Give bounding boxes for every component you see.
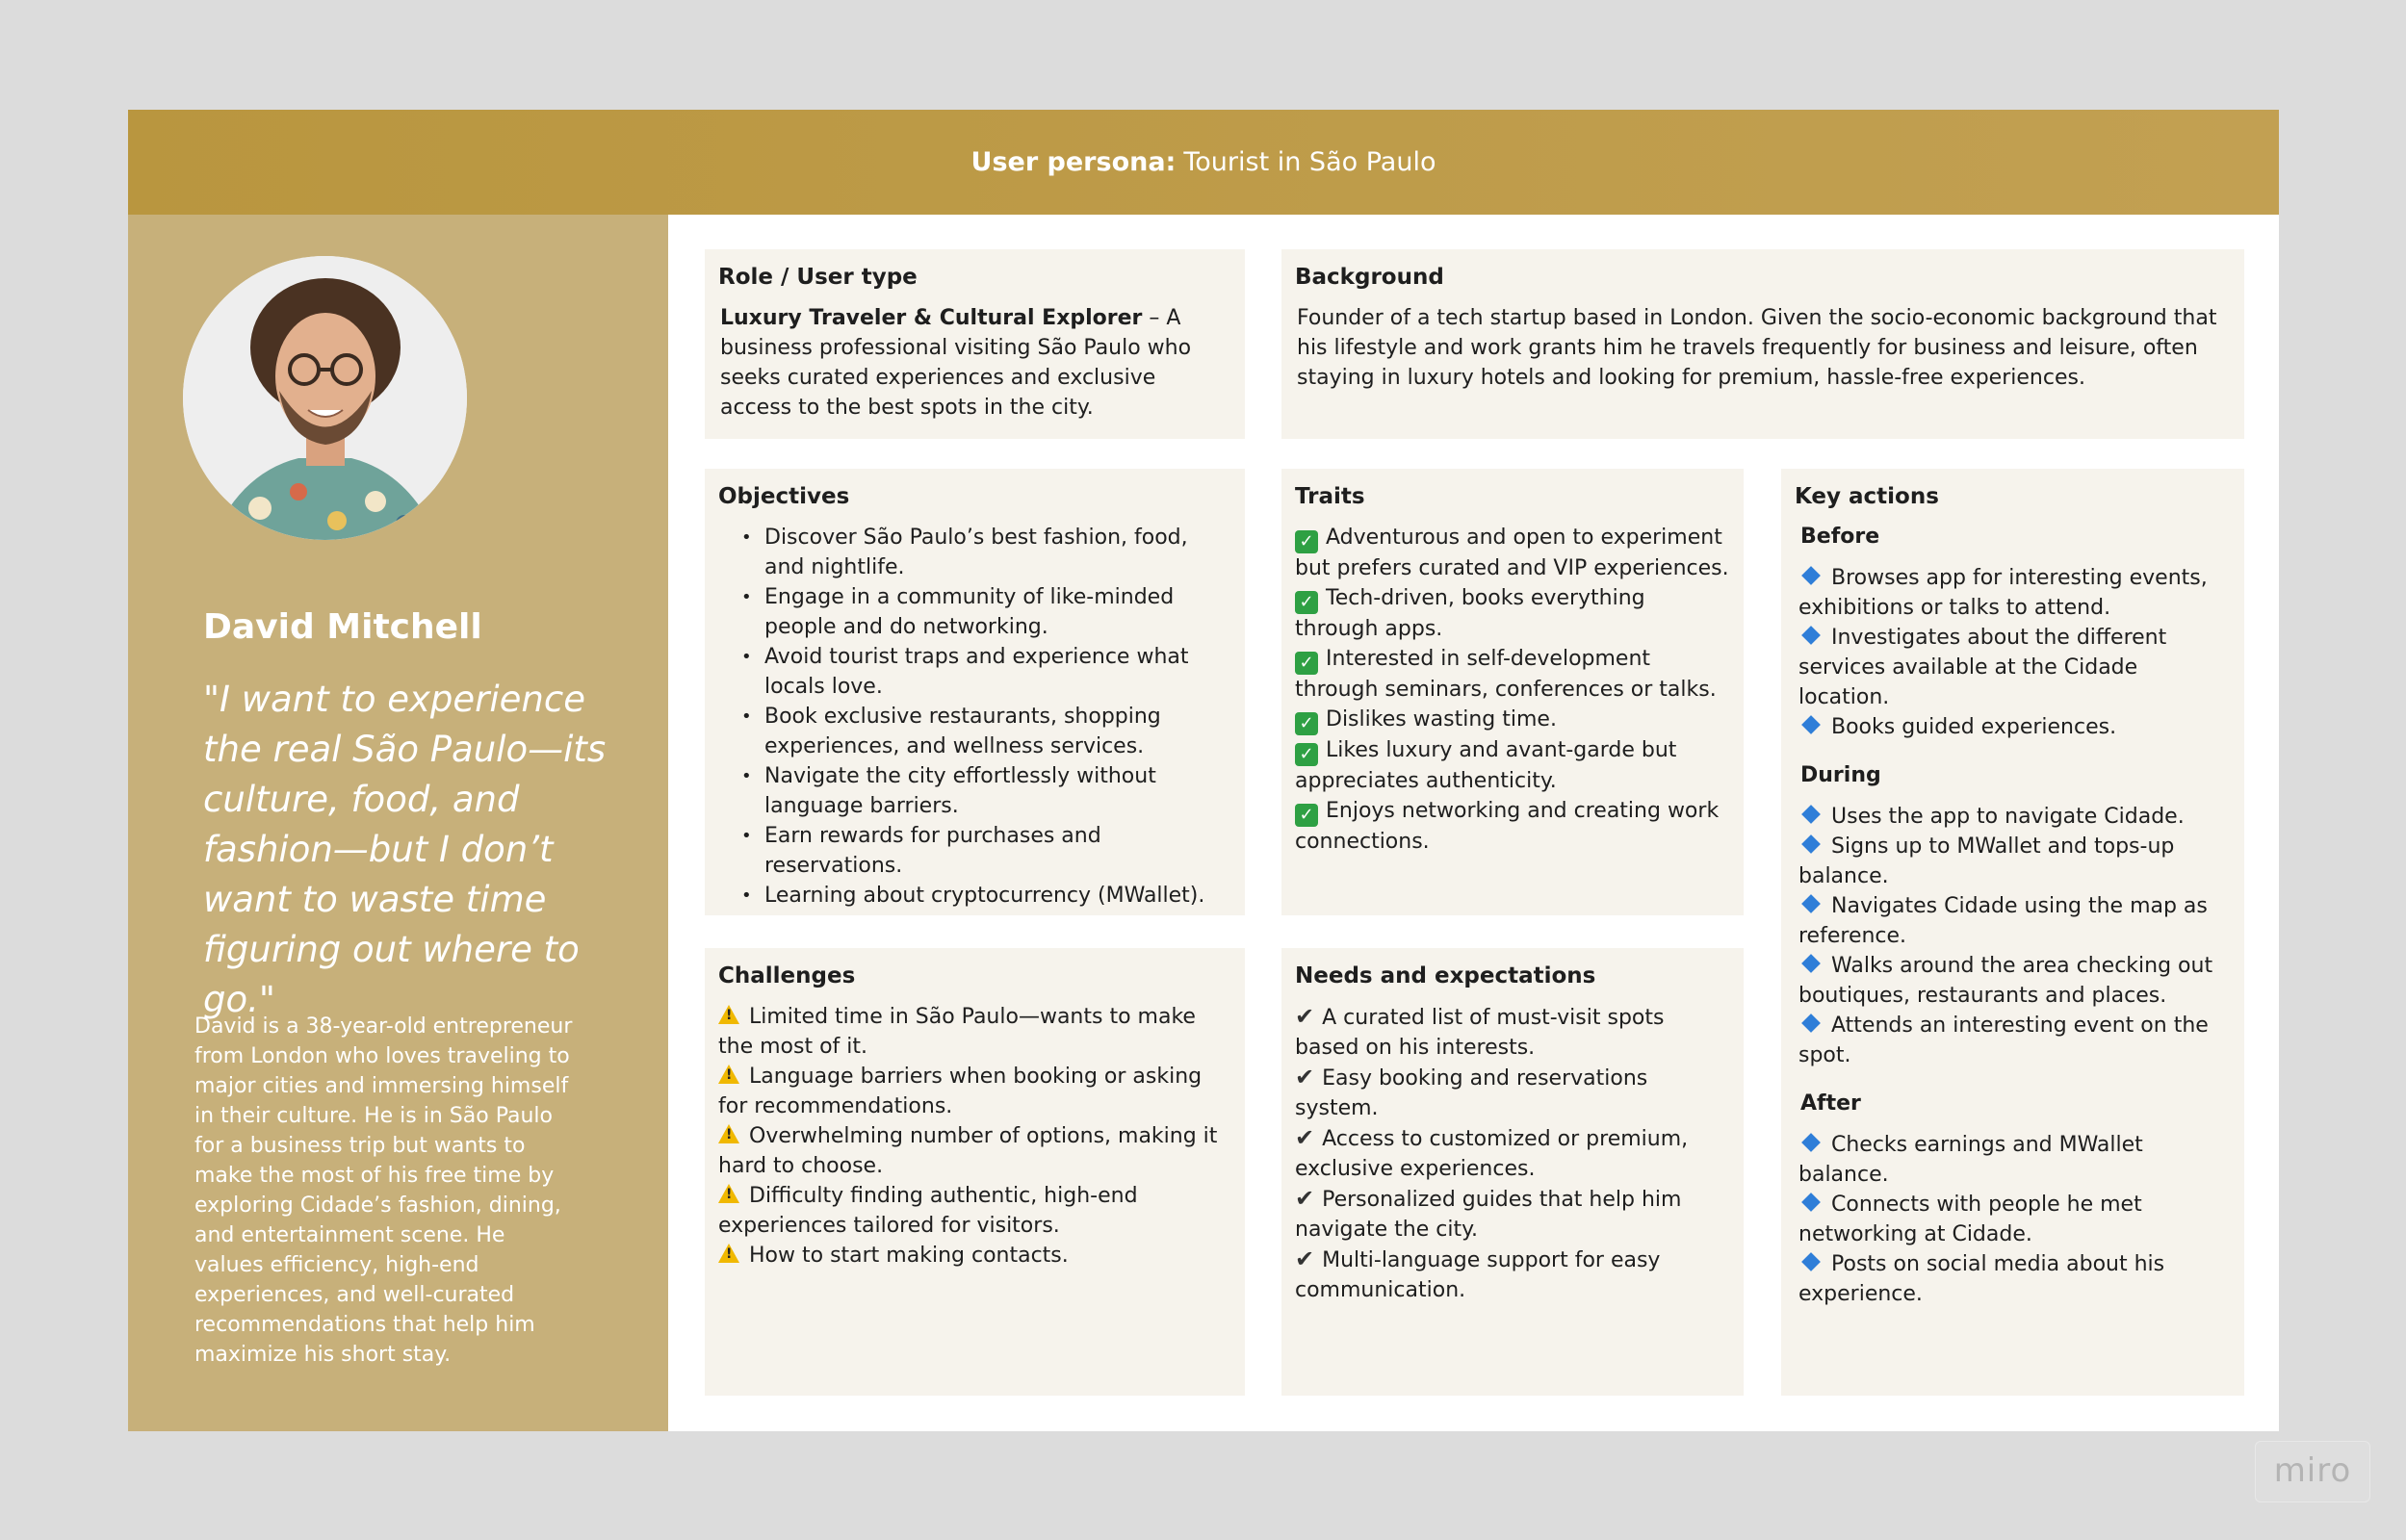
list-item: Uses the app to navigate Cidade. xyxy=(1798,802,2231,832)
check-icon: ✓ xyxy=(1295,804,1318,827)
warning-icon xyxy=(718,1005,739,1024)
list-item: ✓ Interested in self-development through seminars, conferences or talks. xyxy=(1295,647,1717,702)
key-actions-title: Key actions xyxy=(1795,484,1939,509)
before-list xyxy=(1795,563,2231,742)
objectives-title: Objectives xyxy=(718,484,850,509)
list-item: Posts on social media about his experience. xyxy=(1798,1252,2165,1306)
list-item: !Difficulty finding authentic, high-end experiences tailored for visitors. xyxy=(718,1181,1231,1241)
list-item: • Engage in a community of like-minded people and do networking. xyxy=(718,582,1231,642)
check-icon: ✓ xyxy=(1295,743,1318,766)
persona-sidebar xyxy=(128,215,668,1431)
diamond-icon xyxy=(1801,954,1821,973)
diamond-icon xyxy=(1801,1252,1821,1271)
diamond-icon xyxy=(1801,834,1821,854)
list-item: ✔ Personalized guides that help him navigate the city. xyxy=(1295,1185,1682,1242)
checkmark-icon: ✔ xyxy=(1295,1185,1315,1212)
diamond-icon xyxy=(1801,1014,1821,1033)
warning-icon xyxy=(718,1184,739,1203)
list-item: Connects with people he met networking at Cidade. xyxy=(1798,1193,2142,1246)
diamond-icon xyxy=(1801,894,1821,913)
needs-list xyxy=(1295,1002,1730,1305)
list-item: ✓ Likes luxury and avant-garde but appreciates authenticity. xyxy=(1295,738,1677,793)
warning-icon xyxy=(718,1065,739,1084)
objectives-card xyxy=(705,469,1245,915)
needs-card xyxy=(1281,948,1744,1396)
list-item: ✓ Tech-driven, books everything through apps. xyxy=(1295,586,1645,641)
role-description: – A business professional visiting São Paulo who seeks curated experiences and exclusive access to the best spots in the city. xyxy=(720,306,1192,420)
list-item: Signs up to MWallet and tops-up balance. xyxy=(1798,834,2175,888)
persona-name: David Mitchell xyxy=(203,607,482,647)
challenges-list xyxy=(718,1002,1231,1270)
during-list xyxy=(1795,802,2231,1070)
list-item: • Discover São Paulo’s best fashion, food, and nightlife. xyxy=(718,523,1231,582)
avatar-image xyxy=(183,256,467,540)
list-item: !Limited time in São Paulo—wants to make the most of it. xyxy=(718,1002,1231,1062)
diamond-icon xyxy=(1801,805,1821,824)
list-item: Attends an interesting event on the spot. xyxy=(1798,1014,2209,1067)
list-item: ✔ Multi-language support for easy communication. xyxy=(1295,1245,1661,1302)
list-item: • Avoid tourist traps and experience what locals love. xyxy=(718,642,1231,702)
key-actions-before xyxy=(1795,523,2231,742)
traits-list xyxy=(1295,523,1730,857)
checkmark-icon: ✔ xyxy=(1295,1003,1315,1030)
challenges-card xyxy=(705,948,1245,1396)
role-title: Role / User type xyxy=(718,265,918,290)
list-item: !Overwhelming number of options, making it hard to choose. xyxy=(718,1121,1231,1181)
checkmark-icon: ✔ xyxy=(1295,1124,1315,1151)
persona-board xyxy=(128,110,2279,1431)
list-item: Navigates Cidade using the map as reference. xyxy=(1798,894,2208,948)
role-card xyxy=(705,249,1245,439)
diamond-icon xyxy=(1801,715,1821,734)
list-item: ✔ A curated list of must-visit spots based on his interests. xyxy=(1295,1003,1665,1060)
role-bold: Luxury Traveler & Cultural Explorer xyxy=(720,306,1143,330)
background-title: Background xyxy=(1295,265,1444,290)
during-title: During xyxy=(1800,763,1881,787)
check-icon: ✓ xyxy=(1295,591,1318,614)
checkmark-icon: ✔ xyxy=(1295,1245,1315,1272)
list-item: !How to start making contacts. xyxy=(718,1241,1231,1270)
list-item: • Navigate the city effortlessly without language barriers. xyxy=(718,761,1231,821)
header-title: Tourist in São Paulo xyxy=(1183,147,1436,177)
miro-watermark[interactable]: miro xyxy=(2255,1441,2370,1502)
traits-card xyxy=(1281,469,1744,915)
needs-title: Needs and expectations xyxy=(1295,963,1596,988)
list-item: ✓ Enjoys networking and creating work connections. xyxy=(1295,799,1720,854)
list-item: ✔ Access to customized or premium, exclusive experiences. xyxy=(1295,1124,1689,1181)
diamond-icon xyxy=(1801,1133,1821,1152)
header-bar xyxy=(128,110,2279,215)
list-item: Browses app for interesting events, exhibitions or talks to attend. xyxy=(1798,566,2208,620)
list-item: ✔ Easy booking and reservations system. xyxy=(1295,1064,1648,1120)
key-actions-after xyxy=(1795,1090,2231,1309)
background-text: Founder of a tech startup based in London. Given the socio-economic background that his lifestyle and work grants him he travels frequently for business and leisure, often staying in luxury hotels and looking for premium, hassle-free experiences. xyxy=(1297,306,2217,390)
persona-quote: "I want to experience the real São Paulo—its culture, food, and fashion—but I don’t want to waste time figuring out where to go." xyxy=(203,679,607,1020)
diamond-icon xyxy=(1801,566,1821,585)
list-item: • Book exclusive restaurants, shopping experiences, and wellness services. xyxy=(718,702,1231,761)
header-label: User persona: xyxy=(970,147,1177,177)
background-card xyxy=(1281,249,2244,439)
before-title: Before xyxy=(1800,525,1880,549)
check-icon: ✓ xyxy=(1295,530,1318,553)
diamond-icon xyxy=(1801,1193,1821,1212)
key-actions-card xyxy=(1781,469,2244,1396)
list-item: !Language barriers when booking or asking for recommendations. xyxy=(718,1062,1231,1121)
warning-icon xyxy=(718,1244,739,1263)
list-item: Books guided experiences. xyxy=(1798,712,2231,742)
after-title: After xyxy=(1800,1091,1861,1116)
role-text xyxy=(720,303,1231,423)
key-actions-during xyxy=(1795,761,2231,1070)
list-item: • Earn rewards for purchases and reservations. xyxy=(718,821,1231,881)
list-item: Checks earnings and MWallet balance. xyxy=(1798,1133,2143,1187)
warning-icon xyxy=(718,1124,739,1143)
diamond-icon xyxy=(1801,626,1821,645)
list-item: ✓ Dislikes wasting time. xyxy=(1295,705,1730,735)
objectives-list xyxy=(718,523,1231,911)
check-icon: ✓ xyxy=(1295,712,1318,735)
list-item: Investigates about the different services available at the Cidade location. xyxy=(1798,626,2167,709)
after-list xyxy=(1795,1130,2231,1309)
challenges-title: Challenges xyxy=(718,963,856,988)
persona-bio: David is a 38-year-old entrepreneur from London who loves traveling to major cities and immersing himself in their culture. He is in São Paulo for a business trip but wants to make the most of his free time by exploring Cidade’s fashion, dining, and entertainment scene. He values efficiency, high-end experiences, and well-curated recommendations that help him maximize his short stay. xyxy=(194,1014,573,1367)
list-item: Walks around the area checking out boutiques, restaurants and places. xyxy=(1798,954,2213,1008)
list-item: • Learning about cryptocurrency (MWallet). xyxy=(718,881,1231,911)
check-icon: ✓ xyxy=(1295,652,1318,675)
avatar xyxy=(183,256,467,540)
list-item: ✓ Adventurous and open to experiment but prefers curated and VIP experiences. xyxy=(1295,526,1729,580)
checkmark-icon: ✔ xyxy=(1295,1064,1315,1091)
traits-title: Traits xyxy=(1295,484,1365,509)
